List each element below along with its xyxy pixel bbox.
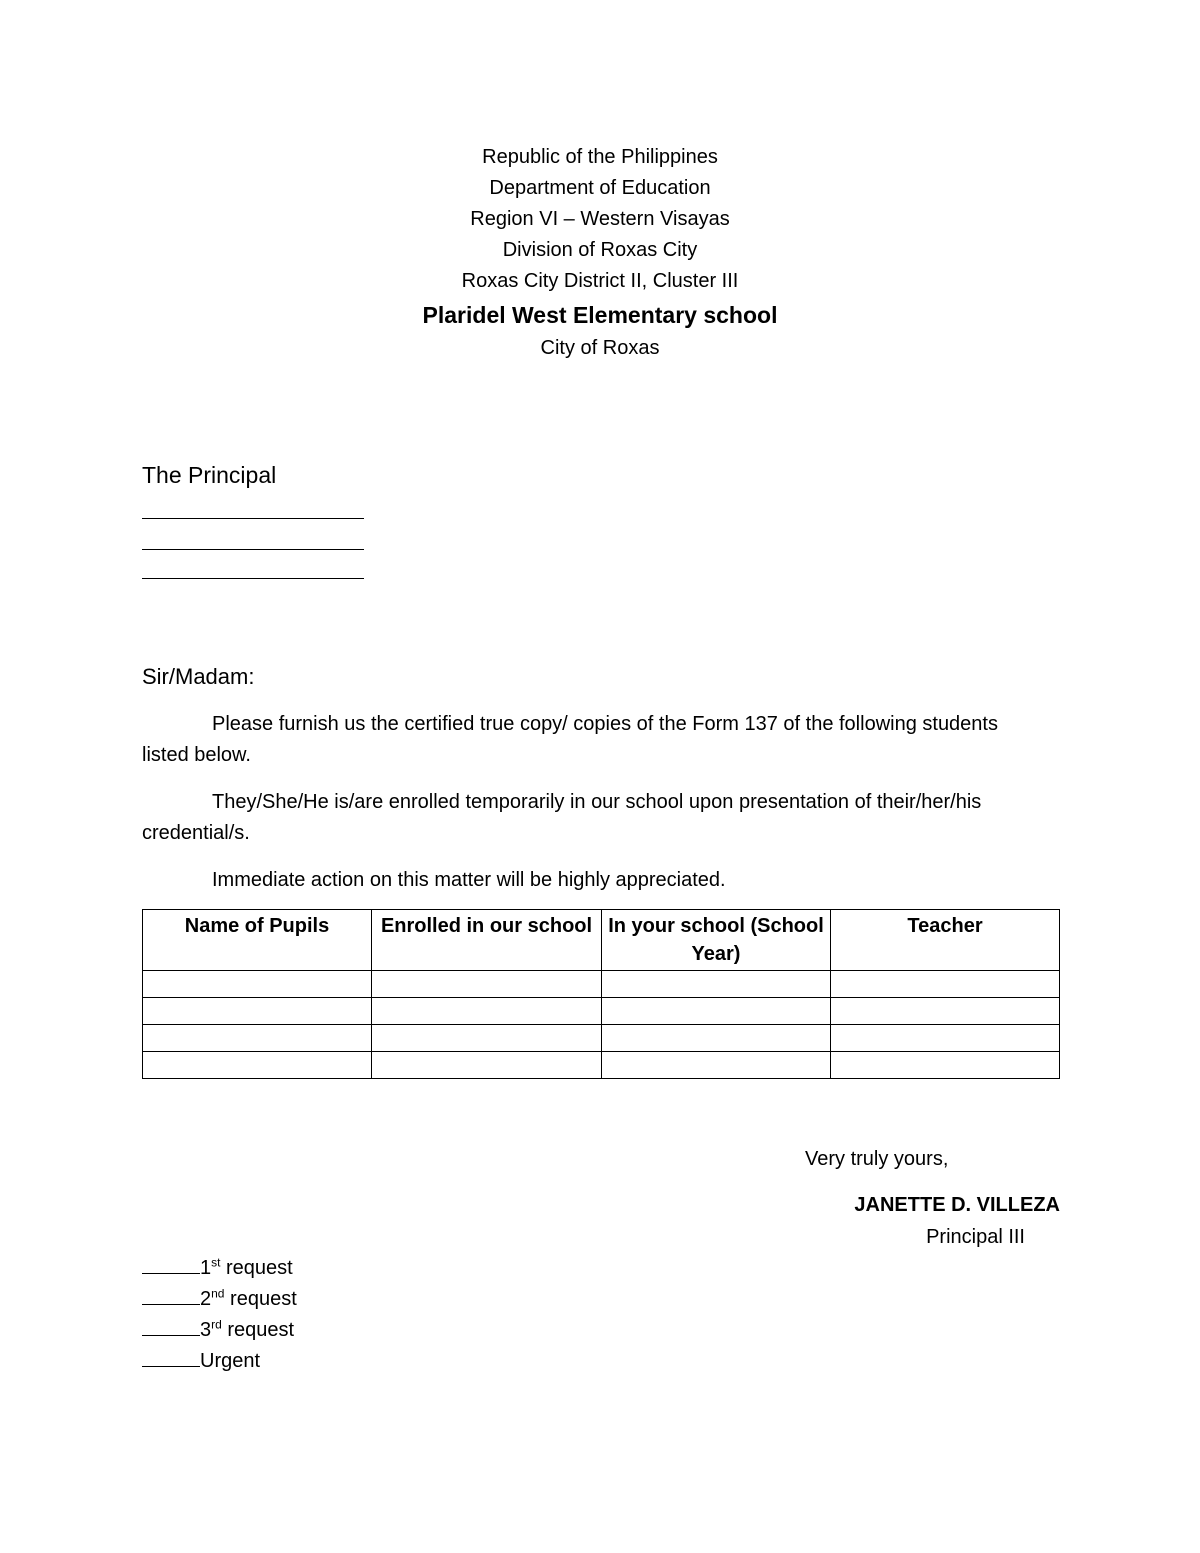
header-teacher: Teacher bbox=[831, 910, 1060, 971]
addressee: The Principal bbox=[142, 462, 277, 488]
table-cell[interactable] bbox=[372, 971, 602, 998]
request-item-1 bbox=[142, 1253, 297, 1284]
school-name: Plaridel West Elementary school bbox=[422, 302, 778, 328]
request-label: request bbox=[221, 1319, 295, 1341]
request-label: Urgent bbox=[200, 1350, 261, 1372]
body-paragraph-2-text: They/She/He is/are enrolled temporarily in our school upon presentation of their/her/his credential/s. bbox=[142, 791, 982, 844]
table-cell[interactable] bbox=[143, 1025, 372, 1052]
table-cell[interactable] bbox=[372, 1025, 602, 1052]
header-enrolled-in-our-school: Enrolled in our school bbox=[372, 910, 602, 971]
table-cell[interactable] bbox=[602, 1025, 831, 1052]
request-suffix: st bbox=[211, 1255, 221, 1270]
table-header-row bbox=[143, 910, 1060, 971]
signatory-position: Principal III bbox=[926, 1226, 1025, 1248]
request-item-3 bbox=[142, 1315, 297, 1346]
table-cell[interactable] bbox=[143, 1052, 372, 1079]
letterhead-republic: Republic of the Philippines bbox=[482, 146, 718, 168]
salutation: Sir/Madam: bbox=[142, 664, 255, 689]
letterhead bbox=[0, 142, 1200, 364]
table-cell[interactable] bbox=[602, 998, 831, 1025]
request-item-urgent bbox=[142, 1346, 297, 1377]
table-cell[interactable] bbox=[831, 998, 1060, 1025]
body-paragraph-1 bbox=[142, 709, 1042, 771]
request-blank[interactable] bbox=[142, 1304, 200, 1305]
table-cell[interactable] bbox=[602, 1052, 831, 1079]
body-paragraph-3 bbox=[142, 865, 1042, 896]
request-number: 3 bbox=[200, 1319, 212, 1341]
table-cell[interactable] bbox=[143, 971, 372, 998]
table-cell[interactable] bbox=[143, 998, 372, 1025]
table-cell[interactable] bbox=[831, 971, 1060, 998]
closing: Very truly yours, bbox=[805, 1148, 949, 1170]
header-name-of-pupils: Name of Pupils bbox=[143, 910, 372, 971]
table-row bbox=[143, 1052, 1060, 1079]
request-blank[interactable] bbox=[142, 1273, 200, 1274]
header-in-your-school: In your school (School Year) bbox=[602, 910, 831, 971]
letterhead-city: City of Roxas bbox=[540, 337, 660, 359]
letterhead-division: Division of Roxas City bbox=[502, 239, 698, 261]
address-blank-line-2 bbox=[142, 549, 364, 550]
request-item-2 bbox=[142, 1284, 297, 1315]
letterhead-district: Roxas City District II, Cluster III bbox=[461, 270, 739, 292]
request-suffix: nd bbox=[211, 1286, 225, 1301]
letterhead-department: Department of Education bbox=[489, 177, 711, 199]
table-row bbox=[143, 1025, 1060, 1052]
address-blank-line-1 bbox=[142, 518, 364, 519]
request-blank[interactable] bbox=[142, 1366, 200, 1367]
request-blank[interactable] bbox=[142, 1335, 200, 1336]
table-cell[interactable] bbox=[602, 971, 831, 998]
request-label: request bbox=[220, 1257, 293, 1279]
address-blank-line-3 bbox=[142, 578, 364, 579]
body-paragraph-3-text: Immediate action on this matter will be highly appreciated. bbox=[212, 869, 726, 891]
table-cell[interactable] bbox=[372, 1052, 602, 1079]
signatory-name: JANETTE D. VILLEZA bbox=[854, 1194, 1060, 1216]
table-row bbox=[143, 998, 1060, 1025]
request-number: 1 bbox=[200, 1257, 212, 1279]
body-paragraph-1-text: Please furnish us the certified true copy/ copies of the Form 137 of the following students listed below. bbox=[142, 713, 998, 766]
request-checklist bbox=[142, 1253, 297, 1377]
request-label: request bbox=[224, 1288, 297, 1310]
table-cell[interactable] bbox=[372, 998, 602, 1025]
table-cell[interactable] bbox=[831, 1025, 1060, 1052]
request-suffix: rd bbox=[211, 1317, 222, 1332]
table-row bbox=[143, 971, 1060, 998]
table-cell[interactable] bbox=[831, 1052, 1060, 1079]
pupils-table bbox=[142, 909, 1060, 1079]
request-number: 2 bbox=[200, 1288, 212, 1310]
body-paragraph-2 bbox=[142, 787, 1042, 849]
letterhead-region: Region VI – Western Visayas bbox=[470, 208, 730, 230]
